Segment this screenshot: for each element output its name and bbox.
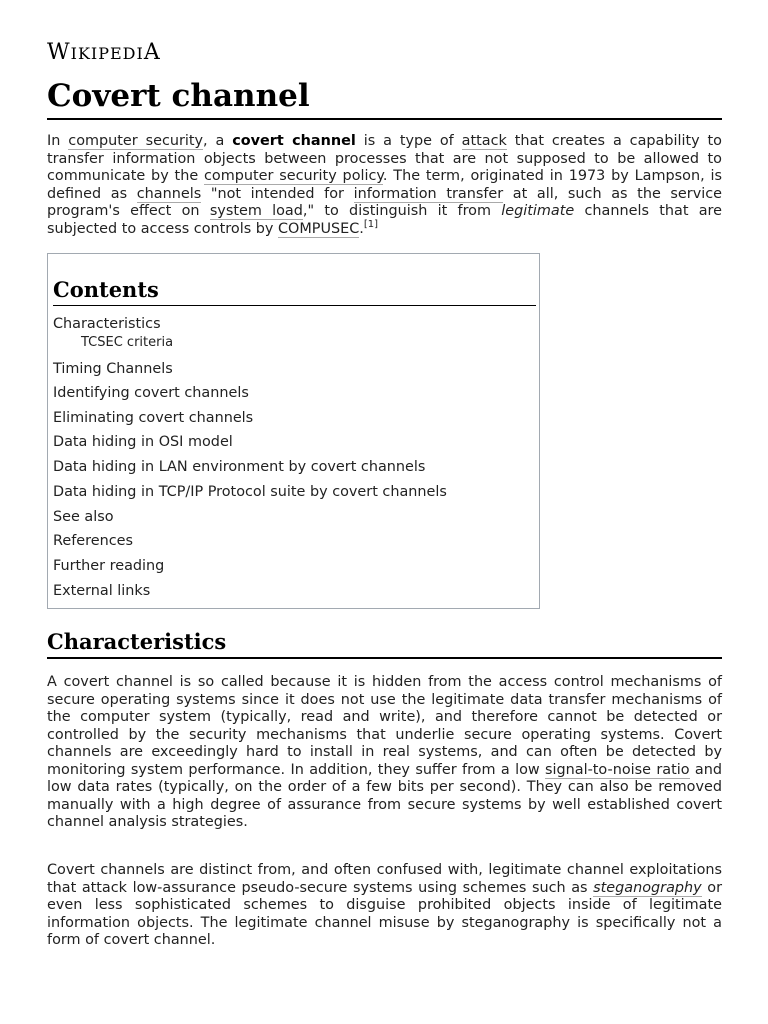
toc-item-timing-channels[interactable]: Timing Channels bbox=[53, 361, 173, 377]
intro-paragraph bbox=[47, 133, 722, 238]
intro-text-7: at all, such as the service program's effect on bbox=[47, 185, 722, 219]
intro-text-1: In bbox=[47, 133, 69, 149]
reference-1[interactable]: [1] bbox=[363, 218, 379, 230]
intro-text-8: ," to distinguish it from bbox=[302, 203, 502, 219]
toc-item-data-hiding-tcpip[interactable]: Data hiding in TCP/IP Protocol suite by covert channels bbox=[53, 484, 447, 500]
link-information-transfer[interactable]: information transfer bbox=[353, 185, 504, 202]
toc-title: Contents bbox=[53, 276, 536, 306]
intro-text-9: channels that are subjected to access controls by bbox=[47, 203, 723, 237]
wordmark-ikipedi: IKIPEDI bbox=[70, 44, 144, 63]
table-of-contents bbox=[47, 253, 540, 609]
toc-item-data-hiding-lan[interactable]: Data hiding in LAN environment by covert channels bbox=[53, 459, 426, 475]
intro-text-3: is a type of bbox=[355, 133, 462, 149]
intro-text-4: that creates a capability to transfer information objects between processes that are not supposed to be allowed to communicate by the bbox=[47, 133, 722, 184]
link-compusec[interactable]: COMPUSEC bbox=[278, 220, 360, 237]
toc-item-tcsec-criteria[interactable]: TCSEC criteria bbox=[81, 335, 174, 350]
intro-italic: legitimate bbox=[501, 203, 575, 219]
toc-item-data-hiding-osi[interactable]: Data hiding in OSI model bbox=[53, 434, 233, 450]
p1-text-2: and low data rates (typically, on the order of a few bits per second). They can also be removed manually with a high degree of assurance from secure systems by well established covert channel analysis strategies. bbox=[47, 761, 722, 830]
toc-item-further-reading[interactable]: Further reading bbox=[53, 558, 165, 574]
intro-text-2: , a bbox=[203, 133, 233, 149]
page-title: Covert channel bbox=[47, 77, 722, 120]
wordmark-a: A bbox=[143, 40, 161, 65]
section-heading-characteristics: Characteristics bbox=[47, 628, 722, 659]
p2-text-2: or even less sophisticated schemes to disguise prohibited objects inside of legitimate information objects. The legitimate channel misuse by steganography is specifically not a form of covert channel. bbox=[47, 879, 723, 948]
toc-item-external-links[interactable]: External links bbox=[53, 583, 151, 599]
toc-item-references[interactable]: References bbox=[53, 533, 133, 549]
intro-text-5: . The term, originated in 1973 by Lampson, is defined as bbox=[47, 168, 722, 202]
link-computer-security-policy[interactable]: computer security policy bbox=[204, 168, 383, 184]
toc-item-see-also[interactable]: See also bbox=[53, 509, 114, 525]
link-attack[interactable]: attack bbox=[461, 133, 507, 149]
characteristics-paragraph-2 bbox=[47, 862, 722, 950]
toc-item-eliminating-covert-channels[interactable]: Eliminating covert channels bbox=[53, 410, 254, 426]
intro-term-bold: covert channel bbox=[232, 133, 356, 149]
wordmark-w: W bbox=[47, 40, 71, 65]
link-steganography[interactable]: steganography bbox=[593, 879, 702, 896]
toc-item-characteristics[interactable]: Characteristics bbox=[53, 316, 161, 332]
link-signal-to-noise-ratio[interactable]: signal-to-noise ratio bbox=[545, 761, 690, 778]
intro-text-10: . bbox=[359, 220, 364, 237]
link-computer-security[interactable]: computer security bbox=[68, 133, 204, 149]
p2-text-1: Covert channels are distinct from, and often confused with, legitimate channel exploitations that attack low-assurance pseudo-secure systems using schemes such as bbox=[47, 862, 722, 896]
wikipedia-wordmark[interactable] bbox=[47, 40, 161, 65]
characteristics-paragraph-1 bbox=[47, 674, 722, 832]
link-channels[interactable]: channels bbox=[136, 185, 202, 202]
intro-text-6: "not intended for bbox=[201, 185, 354, 202]
p1-text-1: A covert channel is so called because it is hidden from the access control mechanisms of secure operating systems since it does not use the legitimate data transfer mechanisms of the computer system (typically, read and write), and therefore cannot be detected or controlled by the security mechanisms that underlie secure operating systems. Covert channels are exceedingly hard to install in real systems, and can often be detected by monitoring system performance. In addition, they suffer from a low bbox=[47, 674, 722, 778]
toc-item-identifying-covert-channels[interactable]: Identifying covert channels bbox=[53, 385, 249, 401]
link-system-load[interactable]: system load bbox=[209, 203, 303, 219]
